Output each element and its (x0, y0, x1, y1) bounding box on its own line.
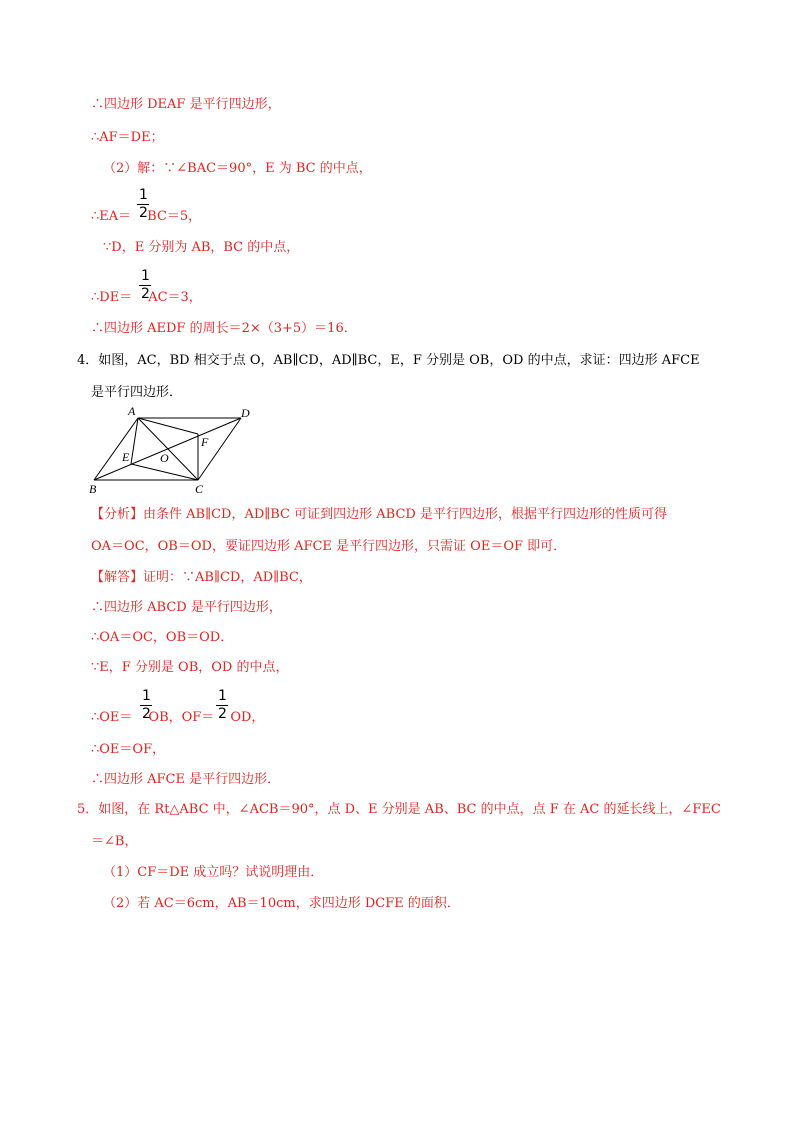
answer-line: 【解答】证明：∵AB∥CD，AD∥BC， (91, 570, 312, 585)
fraction-numerator: 1 (141, 268, 150, 284)
answer-line: ∴OA＝OC，OB＝OD． (91, 630, 234, 645)
answer-line: ∴四边形 DEAF 是平行四边形， (91, 97, 281, 112)
answer-line: ∵D，E 分别为 AB，BC 的中点， (103, 240, 300, 255)
answer-line: （2）解：∵∠BAC＝90°，E 为 BC 的中点， (103, 161, 372, 176)
question-5-text: ＝∠B， (91, 834, 138, 849)
answer-line: ∴四边形 AFCE 是平行四边形． (91, 772, 281, 787)
answer-line: ∴四边形 AEDF 的周长＝2×（3+5）＝16． (91, 321, 357, 336)
fraction-denominator: 2 (218, 706, 227, 722)
fraction (216, 689, 228, 725)
parallelogram-figure (86, 403, 256, 495)
fraction-denominator: 2 (141, 286, 150, 302)
label-o: O (160, 451, 169, 465)
segment-af (138, 418, 198, 434)
label-e: E (122, 450, 130, 464)
analysis-line: OA＝OC，OB＝OD，要证四边形 AFCE 是平行四边形，只需证 OE＝OF 即可． (91, 539, 567, 554)
answer-line (91, 706, 265, 727)
answer-line: ∴AF＝DE； (91, 130, 164, 145)
question-5-text: 5．如图，在 Rt△ABC 中，∠ACB＝90°，点 D、E 分别是 AB、BC 的中点，点 F 在 AC 的延长线上，∠FEC (77, 802, 721, 817)
answer-text: BC＝5， (147, 209, 202, 224)
segment-ea (131, 418, 138, 464)
answer-text: AC＝3， (148, 290, 202, 305)
fraction-numerator: 1 (139, 187, 148, 203)
answer-line: ∵E，F 分别是 OB，OD 的中点， (91, 660, 289, 675)
answer-text: OB，OF＝ (148, 710, 215, 725)
label-d: D (241, 406, 250, 420)
fraction (137, 188, 149, 224)
answer-text: ∴EA＝ (91, 209, 132, 224)
label-a: A (128, 404, 136, 418)
label-b: B (89, 482, 97, 495)
question-5-subquestion: （2）若 AC＝6cm，AB＝10cm，求四边形 DCFE 的面积． (103, 896, 460, 911)
fraction-denominator: 2 (139, 205, 148, 221)
fraction-numerator: 1 (142, 688, 151, 704)
question-4-text: 4．如图，AC，BD 相交于点 O，AB∥CD，AD∥BC，E，F 分别是 OB，OD 的中点，求证：四边形 AFCE (77, 353, 700, 368)
question-5-subquestion: （1）CF＝DE 成立吗？试说明理由． (103, 865, 324, 880)
fraction (139, 269, 151, 305)
fraction-denominator: 2 (142, 706, 151, 722)
label-c: C (195, 482, 204, 495)
question-4-text: 是平行四边形． (91, 385, 183, 400)
answer-text: OD， (230, 710, 265, 725)
answer-text: ∴OE＝ (91, 710, 133, 725)
answer-line: ∴四边形 ABCD 是平行四边形， (91, 600, 282, 615)
fraction (140, 689, 152, 725)
analysis-line: 【分析】由条件 AB∥CD，AD∥BC 可证到四边形 ABCD 是平行四边形，根据平行四边形的性质可得 (91, 507, 667, 522)
segment-ce (131, 464, 198, 480)
answer-line: ∴OE＝OF， (91, 742, 166, 757)
fraction-numerator: 1 (218, 688, 227, 704)
label-f: F (201, 435, 209, 449)
answer-text: ∴DE＝ (91, 290, 133, 305)
